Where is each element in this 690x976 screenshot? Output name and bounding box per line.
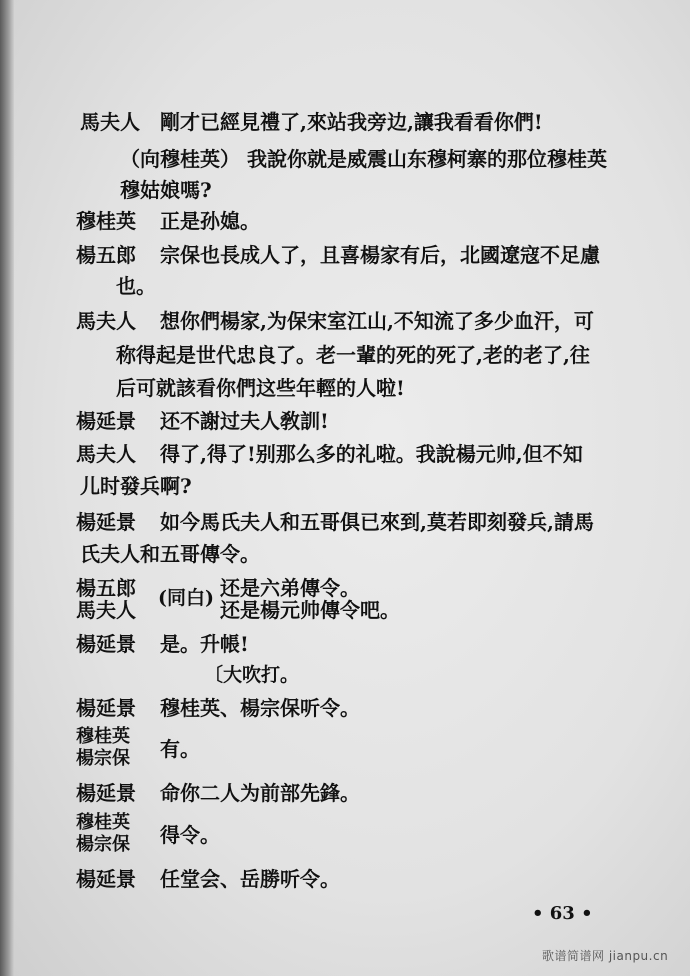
dialogue-text: 穆姑娘嗎? xyxy=(120,178,212,202)
speaker-name: 楊延景 xyxy=(76,696,136,720)
dialogue-text: 氏夫人和五哥傳令。 xyxy=(80,542,260,566)
dialogue-text: 穆桂英、楊宗保听令。 xyxy=(160,696,360,720)
book-spine-shadow xyxy=(0,0,14,976)
dialogue-text: 也。 xyxy=(116,274,156,298)
speaker-name: 楊延景 xyxy=(76,781,136,805)
joint-dialogue xyxy=(76,578,536,624)
speaker-name: 楊延景 xyxy=(76,409,136,433)
joint-dialogue xyxy=(76,727,276,773)
speaker-name: 楊五郎 xyxy=(76,576,136,600)
dialogue-text: （向穆桂英） 我說你就是威震山东穆柯寨的那位穆桂英 xyxy=(120,147,607,171)
book-page xyxy=(14,0,690,976)
speaker-name: 馬夫人 xyxy=(76,309,136,333)
joint-dialogue xyxy=(76,813,276,859)
dialogue-text: 还是楊元帅傳令吧。 xyxy=(220,598,400,622)
speaker-name: 楊五郎 xyxy=(76,243,136,267)
dialogue-text: 还是六弟傳令。 xyxy=(220,576,360,600)
speaker-name: 楊延景 xyxy=(76,867,136,891)
dialogue-text: 后可就該看你們这些年輕的人啦! xyxy=(116,376,405,400)
speaker-name: 馬夫人 xyxy=(76,442,136,466)
watermark: 歌谱简谱网 jianpu.cn xyxy=(542,949,669,963)
dialogue-text: 儿时發兵啊? xyxy=(80,474,192,498)
dialogue-text: 正是孙媳。 xyxy=(160,209,260,233)
speaker-name: 穆桂英 xyxy=(76,812,130,833)
speaker-name: 穆桂英 xyxy=(76,209,136,233)
dialogue-text: 得令。 xyxy=(160,823,220,847)
dialogue-text: 如今馬氏夫人和五哥俱已來到,莫若即刻發兵,請馬 xyxy=(160,510,594,534)
dialogue-text: 任堂会、岳勝听令。 xyxy=(160,867,340,891)
dialogue-text: 宗保也長成人了，且喜楊家有后，北國遼寇不足慮 xyxy=(160,243,600,267)
speaker-name: 楊宗保 xyxy=(76,748,130,769)
speaker-name: 穆桂英 xyxy=(76,726,130,747)
dialogue-text: 称得起是世代忠良了。老一輩的死的死了,老的老了,往 xyxy=(116,343,590,367)
speaker-name: 楊延景 xyxy=(76,632,136,656)
speaker-name: 馬夫人 xyxy=(76,598,136,622)
speaker-name: 楊宗保 xyxy=(76,834,130,855)
dialogue-text: 还不謝过夫人敎訓! xyxy=(160,409,329,433)
speaker-name: 馬夫人 xyxy=(80,110,140,134)
speaker-name: 楊延景 xyxy=(76,510,136,534)
dialogue-text: 有。 xyxy=(160,737,200,761)
page-number: • 63 • xyxy=(532,903,593,924)
dialogue-text: 想你們楊家,为保宋室江山,不知流了多少血汗，可 xyxy=(160,309,594,333)
dialogue-text: 是。升帳! xyxy=(160,632,249,656)
stage-direction-text: 〔大吹打。 xyxy=(204,664,300,686)
joint-note: (同白) xyxy=(158,587,214,609)
dialogue-text: 剛才已經見禮了,來站我旁边,讓我看看你們! xyxy=(160,110,543,134)
dialogue-text: 命你二人为前部先鋒。 xyxy=(160,781,360,805)
dialogue-text: 得了,得了!别那么多的礼啦。我說楊元帅,但不知 xyxy=(160,442,583,466)
